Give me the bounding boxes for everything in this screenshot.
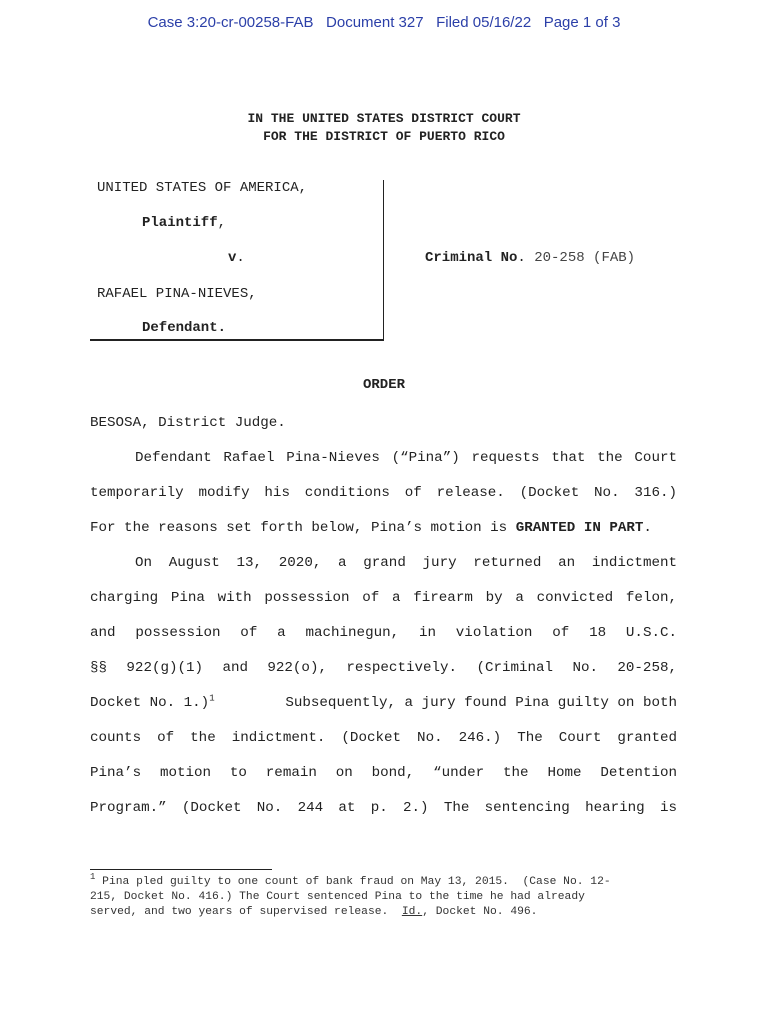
order-heading: ORDER (362, 377, 405, 393)
body-line: temporarily modify his conditions of release. (Docket No. 316.) (90, 485, 677, 501)
filed-date: Filed 05/16/22 (436, 14, 532, 31)
body-text: Subsequently, a jury found Pina guilty on both (268, 695, 677, 711)
footnote-marker: 1 (90, 872, 96, 883)
versus-suffix: . (236, 250, 245, 266)
footnote-line (90, 872, 677, 888)
footnote-divider (90, 869, 272, 870)
body-line (90, 695, 677, 711)
body-line: §§ 922(g)(1) and 922(o), respectively. (Criminal No. 20-258, (90, 660, 677, 676)
court-title (0, 110, 768, 146)
court-title-line2: FOR THE DISTRICT OF PUERTO RICO (263, 129, 505, 144)
body-text: . (643, 520, 652, 536)
versus-label: v (228, 250, 237, 266)
body-line: Defendant Rafael Pina-Nieves (“Pina”) requests that the Court (135, 450, 677, 466)
body-line (90, 520, 677, 536)
criminal-number-value: 20-258 (FAB) (525, 250, 636, 266)
footnote-line (90, 906, 677, 918)
plaintiff-role (142, 215, 226, 231)
body-line: On August 13, 2020, a grand jury returned an indictment (135, 555, 677, 571)
criminal-number-label: Criminal No (425, 250, 518, 266)
footnote-reference[interactable]: 1 (209, 693, 215, 704)
case-number: Case 3:20-cr-00258-FAB (147, 14, 314, 31)
body-line: Pina’s motion to remain on bond, “under the Home Detention (90, 765, 677, 781)
plaintiff-name: UNITED STATES OF AMERICA, (97, 180, 308, 196)
criminal-number (425, 250, 635, 266)
footnote-line: 215, Docket No. 416.) The Court sentenced Pina to the time he had already (90, 891, 585, 903)
body-text: For the reasons set forth below, Pina’s motion is (90, 520, 516, 536)
defendant-name: RAFAEL PINA-NIEVES, (97, 286, 257, 302)
body-line: Program.” (Docket No. 244 at p. 2.) The sentencing hearing is (90, 800, 677, 816)
footnote-text: served, and two years of supervised release. (90, 906, 402, 918)
filing-header (0, 14, 768, 31)
versus (228, 250, 245, 266)
document-number: Document 327 (326, 14, 424, 31)
body-line: and possession of a machinegun, in violation of 18 U.S.C. (90, 625, 677, 641)
plaintiff-role-suffix: , (217, 215, 227, 231)
footnote-text: Pina pled guilty to one count of bank fraud on May 13, 2015. (Case No. 12- (95, 876, 611, 888)
criminal-number-suffix: . (517, 250, 526, 266)
id-citation: Id. (401, 906, 423, 918)
footnote-text: , Docket No. 496. (422, 906, 538, 918)
court-title-line1: IN THE UNITED STATES DISTRICT COURT (247, 111, 521, 126)
defendant-role: Defendant. (142, 320, 227, 336)
granted-in-part: GRANTED IN PART (515, 520, 644, 536)
docket-ref: Docket No. 1.) (90, 695, 210, 711)
body-text (90, 695, 215, 711)
judge-line: BESOSA, District Judge. (90, 415, 286, 431)
plaintiff-role-label: Plaintiff (142, 215, 218, 231)
page-indicator: Page 1 of 3 (543, 14, 621, 31)
body-line: counts of the indictment. (Docket No. 246.) The Court granted (90, 730, 677, 746)
body-line: charging Pina with possession of a firearm by a convicted felon, (90, 590, 677, 606)
